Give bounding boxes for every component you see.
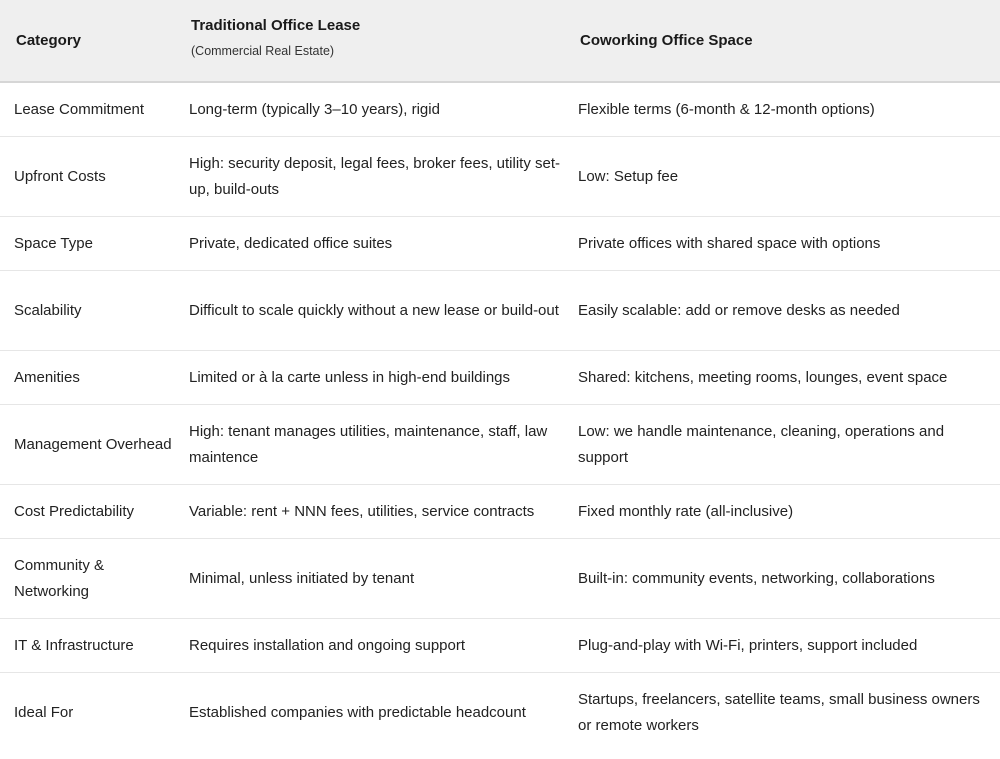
row-traditional: Long-term (typically 3–10 years), rigid	[189, 100, 440, 118]
table-row	[0, 217, 1000, 271]
row-category: Scalability	[14, 301, 82, 319]
row-category: Management Overhead	[14, 435, 172, 453]
table-row	[0, 351, 1000, 405]
row-traditional: Difficult to scale quickly without a new lease or build-out	[189, 301, 559, 319]
row-coworking: Flexible terms (6-month & 12-month options)	[578, 100, 875, 118]
row-category: Upfront Costs	[14, 167, 106, 185]
row-coworking: Fixed monthly rate (all-inclusive)	[578, 502, 794, 520]
row-traditional: High: security deposit, legal fees, broker fees, utility set-up, build-outs	[189, 154, 561, 198]
row-coworking: Low: Setup fee	[578, 167, 679, 185]
row-coworking: Startups, freelancers, satellite teams, small business owners or remote workers	[578, 691, 980, 734]
row-category: Cost Predictability	[14, 502, 135, 520]
table-row	[0, 485, 1000, 539]
row-traditional: Minimal, unless initiated by tenant	[189, 569, 415, 587]
row-traditional: Limited or à la carte unless in high-end buildings	[189, 368, 511, 386]
table-row	[0, 83, 1000, 137]
table-row	[0, 405, 1000, 485]
header-traditional	[175, 17, 564, 58]
row-coworking: Built-in: community events, networking, collaborations	[578, 569, 935, 587]
table-row	[0, 619, 1000, 673]
row-coworking: Private offices with shared space with options	[578, 234, 881, 252]
table-row	[0, 137, 1000, 217]
table-header	[0, 0, 1000, 83]
row-traditional: Established companies with predictable headcount	[189, 704, 526, 721]
row-coworking: Shared: kitchens, meeting rooms, lounges, event space	[578, 368, 948, 386]
header-traditional-title: Traditional Office Lease	[191, 17, 361, 34]
row-traditional: High: tenant manages utilities, maintenance, staff, law maintence	[189, 422, 548, 466]
row-coworking: Easily scalable: add or remove desks as needed	[578, 301, 900, 319]
row-category: IT & Infrastructure	[14, 636, 134, 654]
row-traditional: Variable: rent + NNN fees, utilities, service contracts	[189, 502, 535, 520]
row-traditional: Private, dedicated office suites	[189, 234, 393, 252]
row-coworking: Low: we handle maintenance, cleaning, operations and support	[578, 422, 945, 466]
table-row	[0, 673, 1000, 753]
header-traditional-subtitle: (Commercial Real Estate)	[191, 44, 335, 58]
row-coworking: Plug-and-play with Wi-Fi, printers, support included	[578, 636, 918, 654]
header-coworking: Coworking Office Space	[580, 32, 753, 49]
row-category: Community & Networking	[14, 556, 105, 600]
table-row	[0, 539, 1000, 619]
row-category: Space Type	[14, 234, 93, 252]
header-category: Category	[16, 32, 82, 49]
row-category: Lease Commitment	[14, 100, 145, 118]
row-traditional: Requires installation and ongoing support	[189, 636, 466, 654]
table-row	[0, 271, 1000, 351]
row-category: Amenities	[14, 368, 80, 386]
row-category: Ideal For	[14, 704, 74, 721]
